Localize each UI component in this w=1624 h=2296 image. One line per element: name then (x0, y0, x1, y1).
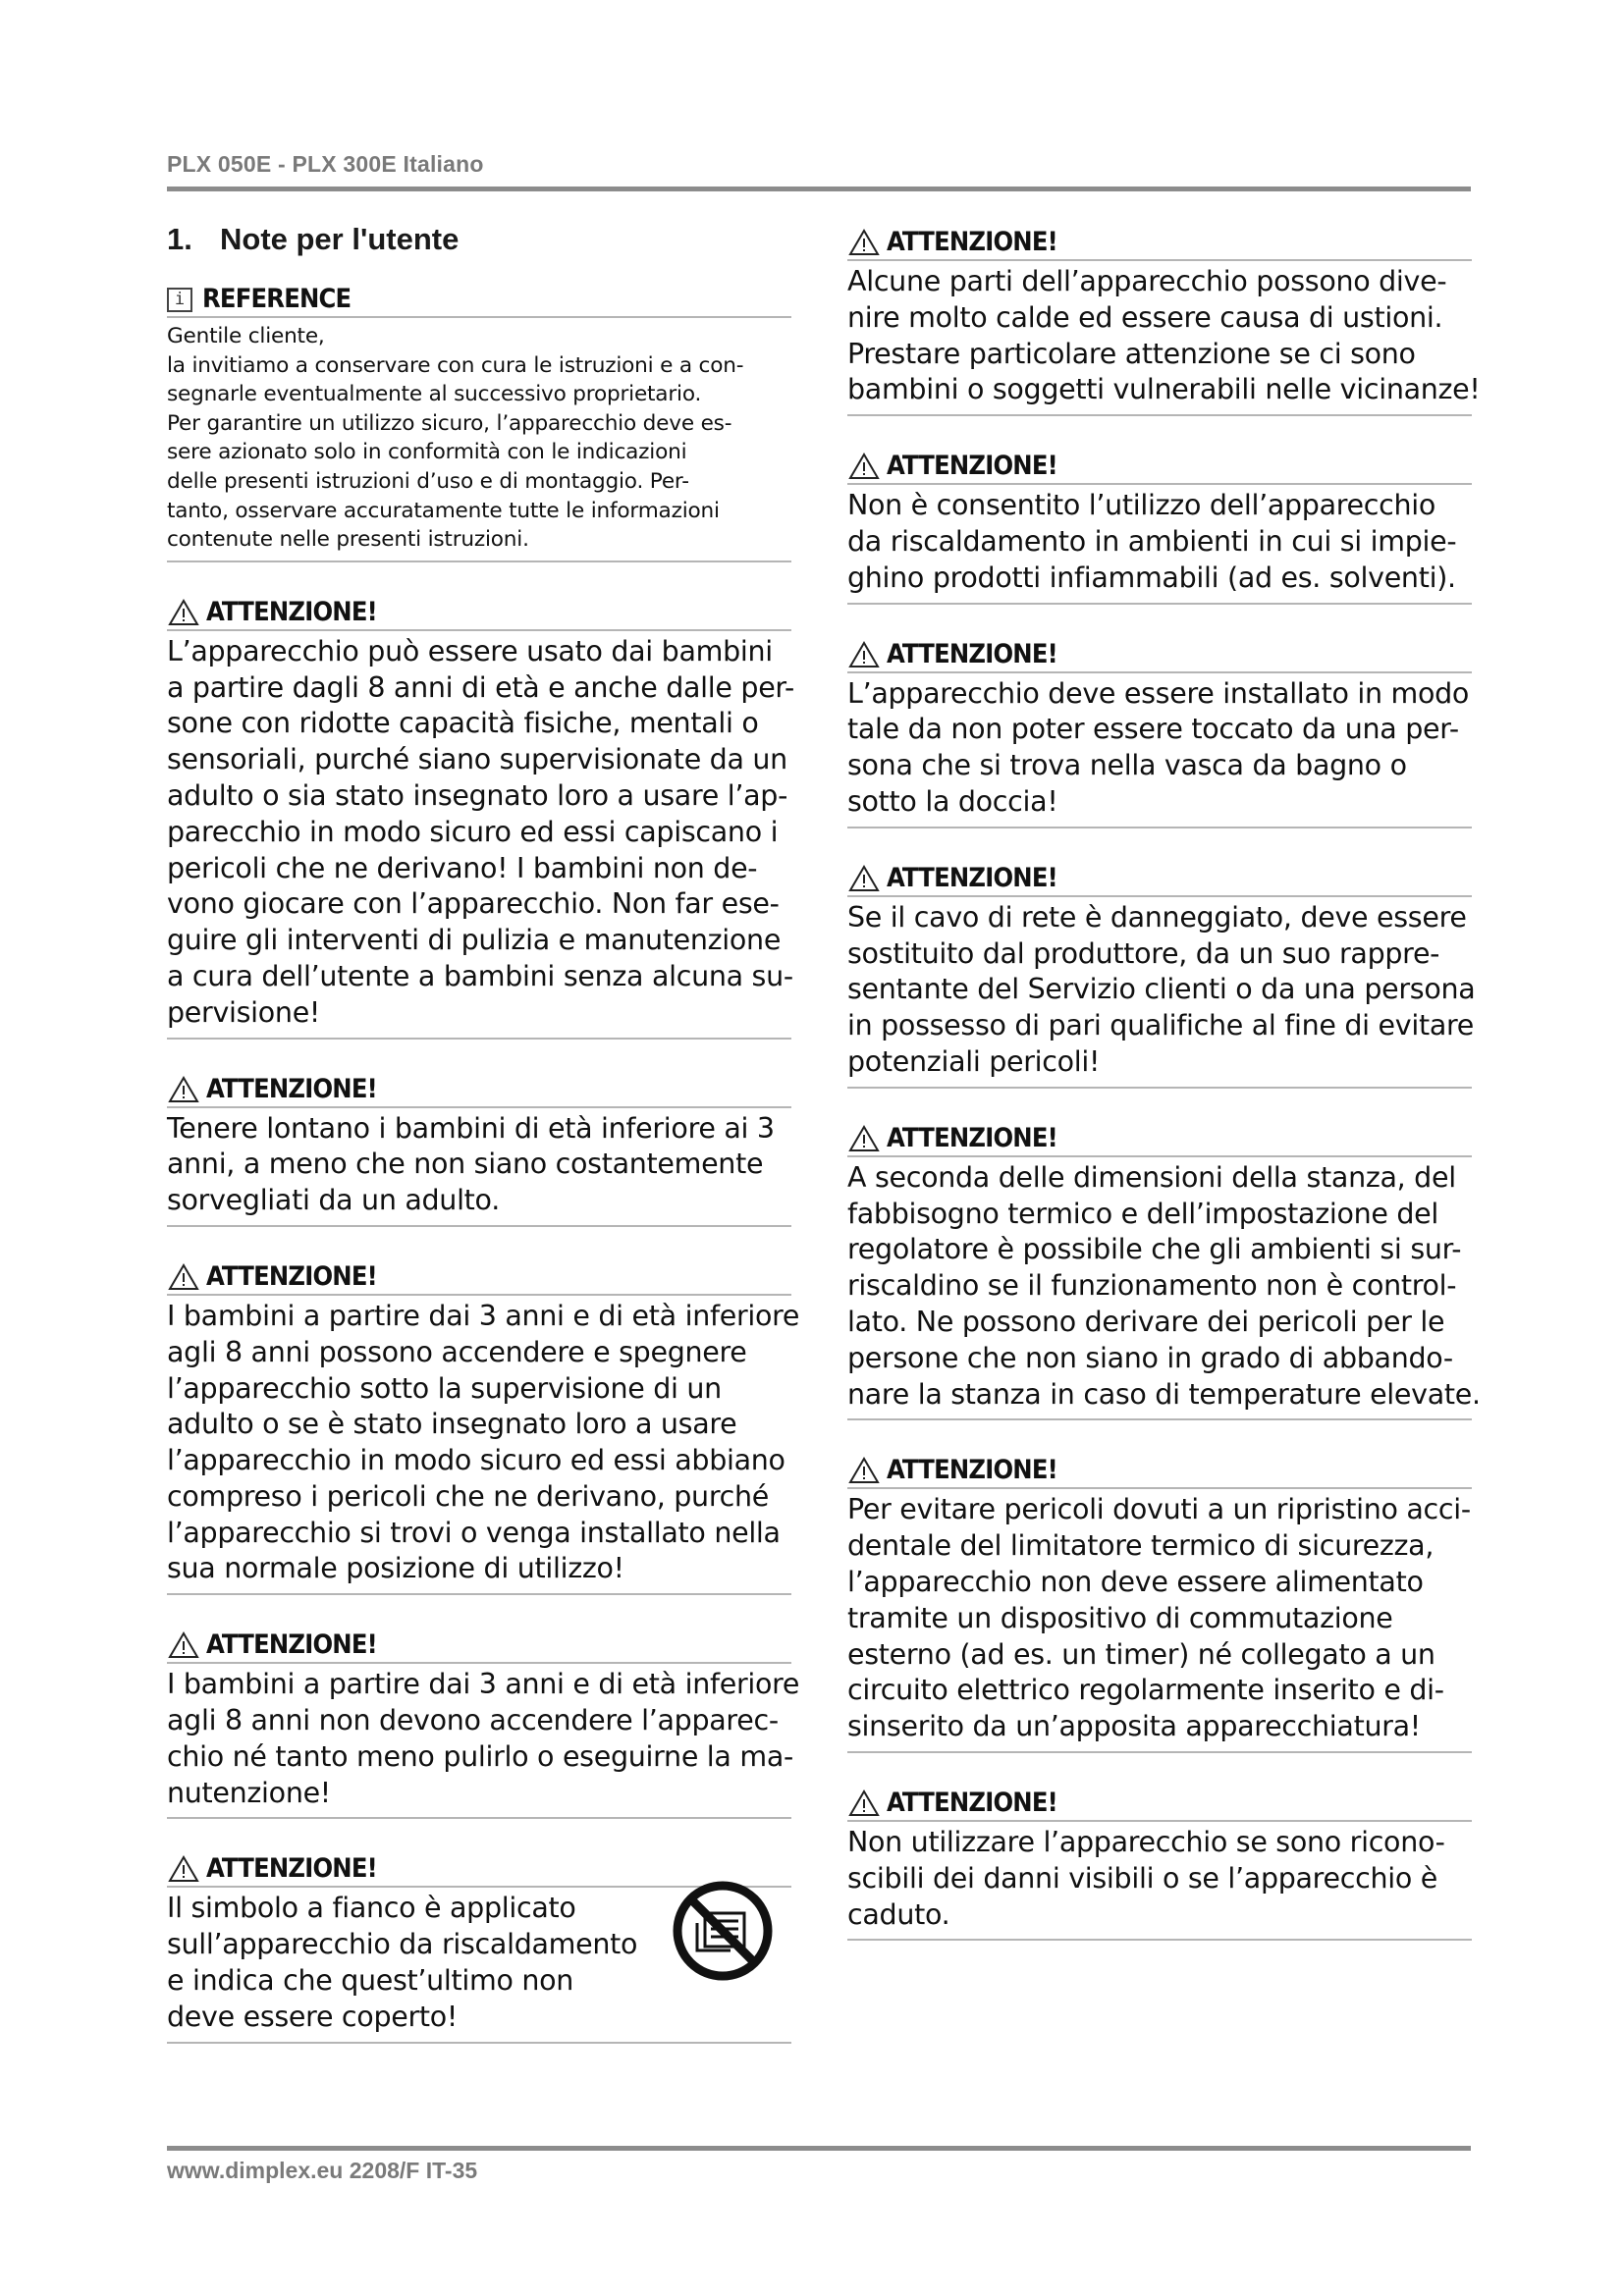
warning-line: fabbisogno termico e dell’impostazione del (847, 1197, 1439, 1230)
warning-block (847, 1122, 1481, 1421)
warning-text (847, 485, 1472, 602)
warning-line: sotto la doccia! (847, 784, 1058, 818)
warning-triangle-icon (167, 1854, 200, 1884)
section-title-text: Note per l'utente (220, 222, 460, 256)
warning-line: potenziali pericoli! (847, 1044, 1101, 1078)
warning-label: ATTENZIONE! (887, 862, 1057, 893)
warning-line: regolatore è possibile che gli ambienti si sur- (847, 1233, 1462, 1266)
warning-line: deve essere coperto! (167, 2000, 459, 2033)
reference-line: Gentile cliente, (167, 324, 325, 348)
warning-line: I bambini a partire dai 3 anni e di età inferiore (167, 1299, 800, 1332)
warning-label: ATTENZIONE! (206, 1853, 377, 1885)
warning-block (847, 450, 1472, 604)
warning-line: riscaldino se il funzionamento non è control- (847, 1269, 1457, 1303)
warning-line: vono giocare con l’apparecchio. Non far ese- (167, 887, 780, 921)
warning-line: l’apparecchio sotto la supervisione di un (167, 1371, 722, 1405)
warning-line: da riscaldamento in ambienti in cui si impie- (847, 524, 1457, 558)
warning-head (167, 596, 791, 631)
warning-line: Non è consentito l’utilizzo dell’apparecchio (847, 489, 1436, 522)
warning-text (847, 673, 1472, 827)
warning-triangle-icon (167, 598, 200, 627)
reference-line: contenute nelle presenti istruzioni. (167, 527, 529, 553)
warning-line: nutenzione! (167, 1776, 331, 1809)
warning-line: guire gli interventi di pulizia e manutenzione (167, 924, 782, 957)
warning-label: ATTENZIONE! (206, 1260, 377, 1292)
warning-line: sentante del Servizio clienti o da una persona (847, 973, 1476, 1006)
warning-line: l’apparecchio non deve essere alimentato (847, 1565, 1424, 1598)
warning-head (847, 1787, 1472, 1822)
warning-line: agli 8 anni non devono accendere l’apparec- (167, 1704, 779, 1737)
warning-head (847, 1122, 1472, 1157)
left-warnings (167, 596, 800, 1820)
warning-text (847, 261, 1481, 414)
warning-line: Se il cavo di rete è danneggiato, deve essere (847, 900, 1467, 934)
warning-block (847, 862, 1476, 1089)
warning-triangle-icon (167, 1075, 200, 1104)
warning-line: compreso i pericoli che ne derivano, purché (167, 1479, 769, 1513)
reference-block (167, 283, 791, 562)
header-divider (167, 187, 1471, 191)
warning-line: sostituito dal produttore, da un suo rappre- (847, 936, 1440, 970)
warning-triangle-icon (847, 228, 881, 257)
reference-text (167, 318, 791, 561)
warning-block (167, 1260, 800, 1595)
reference-line: delle presenti istruzioni d’uso e di montaggio. Per- (167, 468, 689, 494)
warning-line: Non utilizzare l’apparecchio se sono ricono- (847, 1825, 1445, 1858)
right-column (847, 226, 1481, 1974)
warning-line: sull’apparecchio da riscaldamento (167, 1928, 638, 1961)
footer-divider (167, 2146, 1471, 2151)
warning-line: parecchio in modo sicuro ed essi capiscano i (167, 815, 779, 848)
warning-line: ghino prodotti infiammabili (ad es. solventi). (847, 561, 1456, 594)
warning-line: I bambini a partire dai 3 anni e di età inferiore (167, 1668, 800, 1701)
warning-line: dentale del limitatore termico di sicurezza, (847, 1529, 1435, 1563)
warning-line: L’apparecchio può essere usato dai bambini (167, 634, 773, 667)
warning-label: ATTENZIONE! (887, 227, 1057, 257)
warning-line: pericoli che ne derivano! I bambini non de- (167, 851, 758, 884)
warning-line: sensoriali, purché siano supervisionate da un (167, 743, 787, 776)
warning-line: a partire dagli 8 anni di età e anche dalle per- (167, 670, 795, 704)
warning-line: sone con ridotte capacità fisiche, mentali o (167, 707, 759, 740)
warning-line: lato. Ne possono derivare dei pericoli per le (847, 1305, 1445, 1338)
reference-head (167, 283, 791, 318)
warning-triangle-icon (847, 864, 881, 893)
warning-line: sorvegliati da un adulto. (167, 1184, 500, 1217)
warning-line: pervisione! (167, 995, 321, 1029)
reference-line: segnarle eventualmente al successivo proprietario. (167, 382, 702, 407)
warning-text (167, 1296, 800, 1593)
warning-block (847, 1787, 1472, 1941)
reference-label: REFERENCE (202, 284, 352, 314)
warning-text (167, 1108, 791, 1225)
warning-line: L’apparecchio deve essere installato in modo (847, 676, 1470, 710)
warning-block (847, 1454, 1472, 1753)
reference-line: la invitiamo a conservare con cura le istruzioni e a con- (167, 352, 744, 378)
warning-line: chio né tanto meno pulirlo o eseguirne la ma- (167, 1739, 793, 1773)
warning-line: caduto. (847, 1897, 950, 1931)
warning-triangle-icon (847, 452, 881, 481)
warning-line: tramite un dispositivo di commutazione (847, 1601, 1393, 1634)
do-not-cover-icon (672, 1880, 774, 1982)
reference-line: sere azionato solo in conformità con le indicazioni (167, 440, 687, 465)
warning-triangle-icon (167, 1262, 200, 1292)
warning-line: Il simbolo a fianco è applicato (167, 1892, 576, 1925)
warning-text (847, 1157, 1481, 1419)
reference-line: tanto, osservare accuratamente tutte le informazioni (167, 498, 720, 523)
warning-line: sona che si trova nella vasca da bagno o (847, 749, 1407, 782)
warning-line: Tenere lontano i bambini di età inferiore ai 3 (167, 1111, 775, 1145)
warning-head (167, 1629, 791, 1664)
warning-line: agli 8 anni possono accendere e spegnere (167, 1335, 747, 1368)
warning-head (847, 638, 1472, 673)
warning-line: sua normale posizione di utilizzo! (167, 1552, 624, 1585)
warning-block (167, 1629, 800, 1819)
warning-label: ATTENZIONE! (887, 1787, 1057, 1818)
warning-text (847, 1822, 1472, 1939)
warning-triangle-icon (847, 1124, 881, 1153)
warning-line: sinserito da un’apposita apparecchiatura! (847, 1710, 1421, 1743)
warning-line: circuito elettrico regolarmente inserito e di- (847, 1674, 1444, 1707)
section-number: 1. (167, 222, 192, 256)
warning-line: l’apparecchio si trovi o venga installato nella (167, 1516, 781, 1549)
warning-label: ATTENZIONE! (887, 1122, 1057, 1153)
warning-line: Prestare particolare attenzione se ci sono (847, 337, 1416, 370)
symbol-warning-block (167, 1852, 791, 2043)
warning-line: anni, a meno che non siano costantemente (167, 1148, 764, 1181)
warning-triangle-icon (847, 1789, 881, 1818)
warning-line: adulto o se è stato insegnato loro a usare (167, 1408, 737, 1441)
section-title (167, 220, 791, 259)
left-column (167, 220, 800, 2077)
warning-line: nare la stanza in caso di temperature elevate. (847, 1377, 1481, 1411)
warning-triangle-icon (847, 640, 881, 669)
page-footer: www.dimplex.eu 2208/F IT-35 (167, 2158, 478, 2183)
reference-line: Per garantire un utilizzo sicuro, l’apparecchio deve es- (167, 410, 732, 436)
warning-line: Alcune parti dell’apparecchio possono dive- (847, 265, 1447, 297)
warning-line: adulto o sia stato insegnato loro a usare l’ap- (167, 778, 788, 812)
warning-text (847, 1489, 1472, 1751)
warning-line: tale da non poter essere toccato da una per- (847, 713, 1459, 746)
warning-label: ATTENZIONE! (887, 638, 1057, 669)
warning-line: l’apparecchio in modo sicuro ed essi abbiano (167, 1444, 785, 1477)
warning-label: ATTENZIONE! (206, 596, 377, 627)
warning-head (847, 862, 1472, 897)
warning-line: e indica che quest’ultimo non (167, 1964, 574, 1998)
warning-line: bambini o soggetti vulnerabili nelle vicinanze! (847, 373, 1481, 406)
warning-line: Per evitare pericoli dovuti a un ripristino acci- (847, 1493, 1471, 1526)
page-header: PLX 050E - PLX 300E Italiano (167, 151, 484, 177)
warning-text (847, 897, 1476, 1087)
warning-head (847, 1454, 1472, 1489)
warning-head (847, 450, 1472, 485)
warning-text (167, 1664, 800, 1817)
warning-line: a cura dell’utente a bambini senza alcuna su- (167, 959, 793, 992)
warning-label: ATTENZIONE! (206, 1629, 377, 1661)
warning-label: ATTENZIONE! (887, 1455, 1057, 1486)
warning-block (847, 638, 1472, 828)
warning-line: A seconda delle dimensioni della stanza, del (847, 1160, 1456, 1194)
warning-label: ATTENZIONE! (206, 1073, 377, 1104)
warning-text (167, 631, 795, 1038)
warning-line: nire molto calde ed essere causa di ustioni. (847, 300, 1443, 334)
warning-head (167, 1260, 791, 1296)
warning-line: in possesso di pari qualifiche al fine di evitare (847, 1009, 1475, 1042)
warning-block (167, 1073, 791, 1227)
warning-line: persone che non siano in grado di abbando- (847, 1341, 1453, 1374)
warning-line: scibili dei danni visibili o se l’apparecchio è (847, 1861, 1437, 1895)
warning-triangle-icon (167, 1630, 200, 1660)
info-icon: i (167, 288, 192, 312)
warning-line: esterno (ad es. un timer) né collegato a un (847, 1637, 1435, 1671)
warning-block (847, 226, 1481, 416)
warning-triangle-icon (847, 1456, 881, 1485)
warning-head (847, 226, 1472, 261)
warning-head (167, 1073, 791, 1108)
warning-block (167, 596, 795, 1040)
warning-label: ATTENZIONE! (887, 451, 1057, 482)
